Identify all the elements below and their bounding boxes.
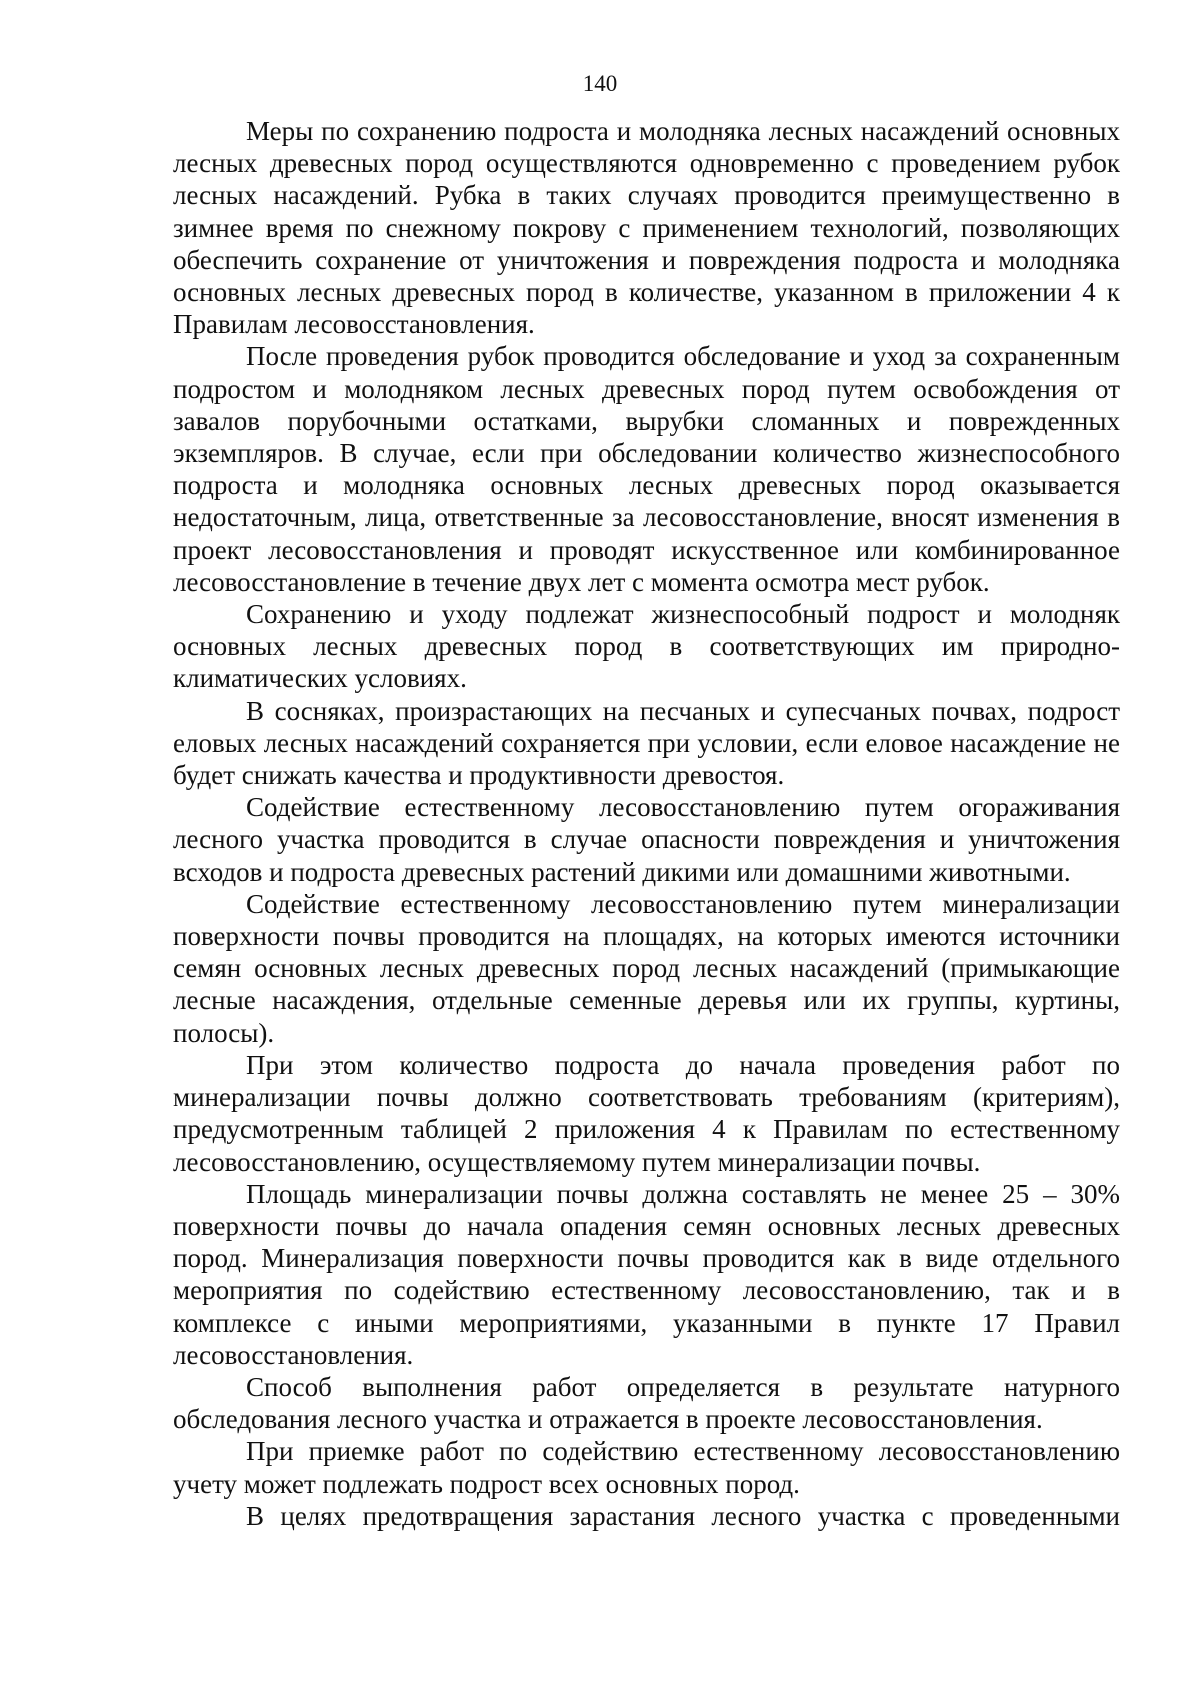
paragraph: При этом количество подроста до начала проведения работ по минерализации почвы должно соответствовать требованиям (критериям), предусмотренным таблицей 2 приложения 4 к Правилам по естественному лесовосстановлению, осуществляемому путем минерализации почвы. <box>173 1049 1120 1177</box>
paragraph: При приемке работ по содействию естественному лесовосстановлению учету может подлежать подрост всех основных пород. <box>173 1436 1120 1499</box>
paragraph: Меры по сохранению подроста и молодняка лесных насаждений основных лесных древесных пород осуществляются одновременно с проведением рубок лесных насаждений. Рубка в таких случаях проводится преимущественно в зимнее время по снежному покрову с применением технологий, позволяющих обеспечить сохранение от уничтожения и повреждения подроста и молодняка основных лесных древесных пород в количестве, указанном в приложении 4 к Правилам лесовосстановления. <box>173 116 1120 340</box>
paragraph: Содействие естественному лесовосстановлению путем огораживания лесного участка проводится в случае опасности повреждения и уничтожения всходов и подроста древесных растений дикими или домашними животными. <box>173 792 1120 887</box>
body-text <box>173 115 1120 1532</box>
paragraph: После проведения рубок проводится обследование и уход за сохраненным подростом и молодняком лесных древесных пород путем освобождения от завалов порубочными остатками, вырубки сломанных и поврежденных экземпляров. В случае, если при обследовании количество жизнеспособного подроста и молодняка основных лесных древесных пород оказывается недостаточным, лица, ответственные за лесовосстановление, вносят изменения в проект лесовосстановления и проводят искусственное или комбинированное лесовосстановление в течение двух лет с момента осмотра мест рубок. <box>173 341 1120 597</box>
page-number: 140 <box>582 71 618 96</box>
paragraph: В целях предотвращения зарастания лесного участка с проведенными <box>246 1500 1120 1531</box>
paragraph: Площадь минерализации почвы должна составлять не менее 25 – 30% поверхности почвы до начала опадения семян основных лесных древесных пород. Минерализация поверхности почвы проводится как в виде отдельного мероприятия по содействию естественному лесовосстановлению, так и в комплексе с иными мероприятиями, указанными в пункте 17 Правил лесовосстановления. <box>173 1178 1120 1370</box>
paragraph: В сосняках, произрастающих на песчаных и супесчаных почвах, подрост еловых лесных насаждений сохраняется при условии, если еловое насаждение не будет снижать качества и продуктивности древостоя. <box>173 695 1120 791</box>
paragraph: Сохранению и уходу подлежат жизнеспособный подрост и молодняк основных лесных древесных пород в соответствующих им природно-климатических условиях. <box>173 599 1120 694</box>
paragraph: Содействие естественному лесовосстановлению путем минерализации поверхности почвы проводится на площадях, на которых имеются источники семян основных лесных древесных пород лесных насаждений (примыкающие лесные насаждения, отдельные семенные деревья или их группы, куртины, полосы). <box>173 888 1120 1048</box>
paragraph: Способ выполнения работ определяется в результате натурного обследования лесного участка и отражается в проекте лесовосстановления. <box>173 1371 1120 1435</box>
